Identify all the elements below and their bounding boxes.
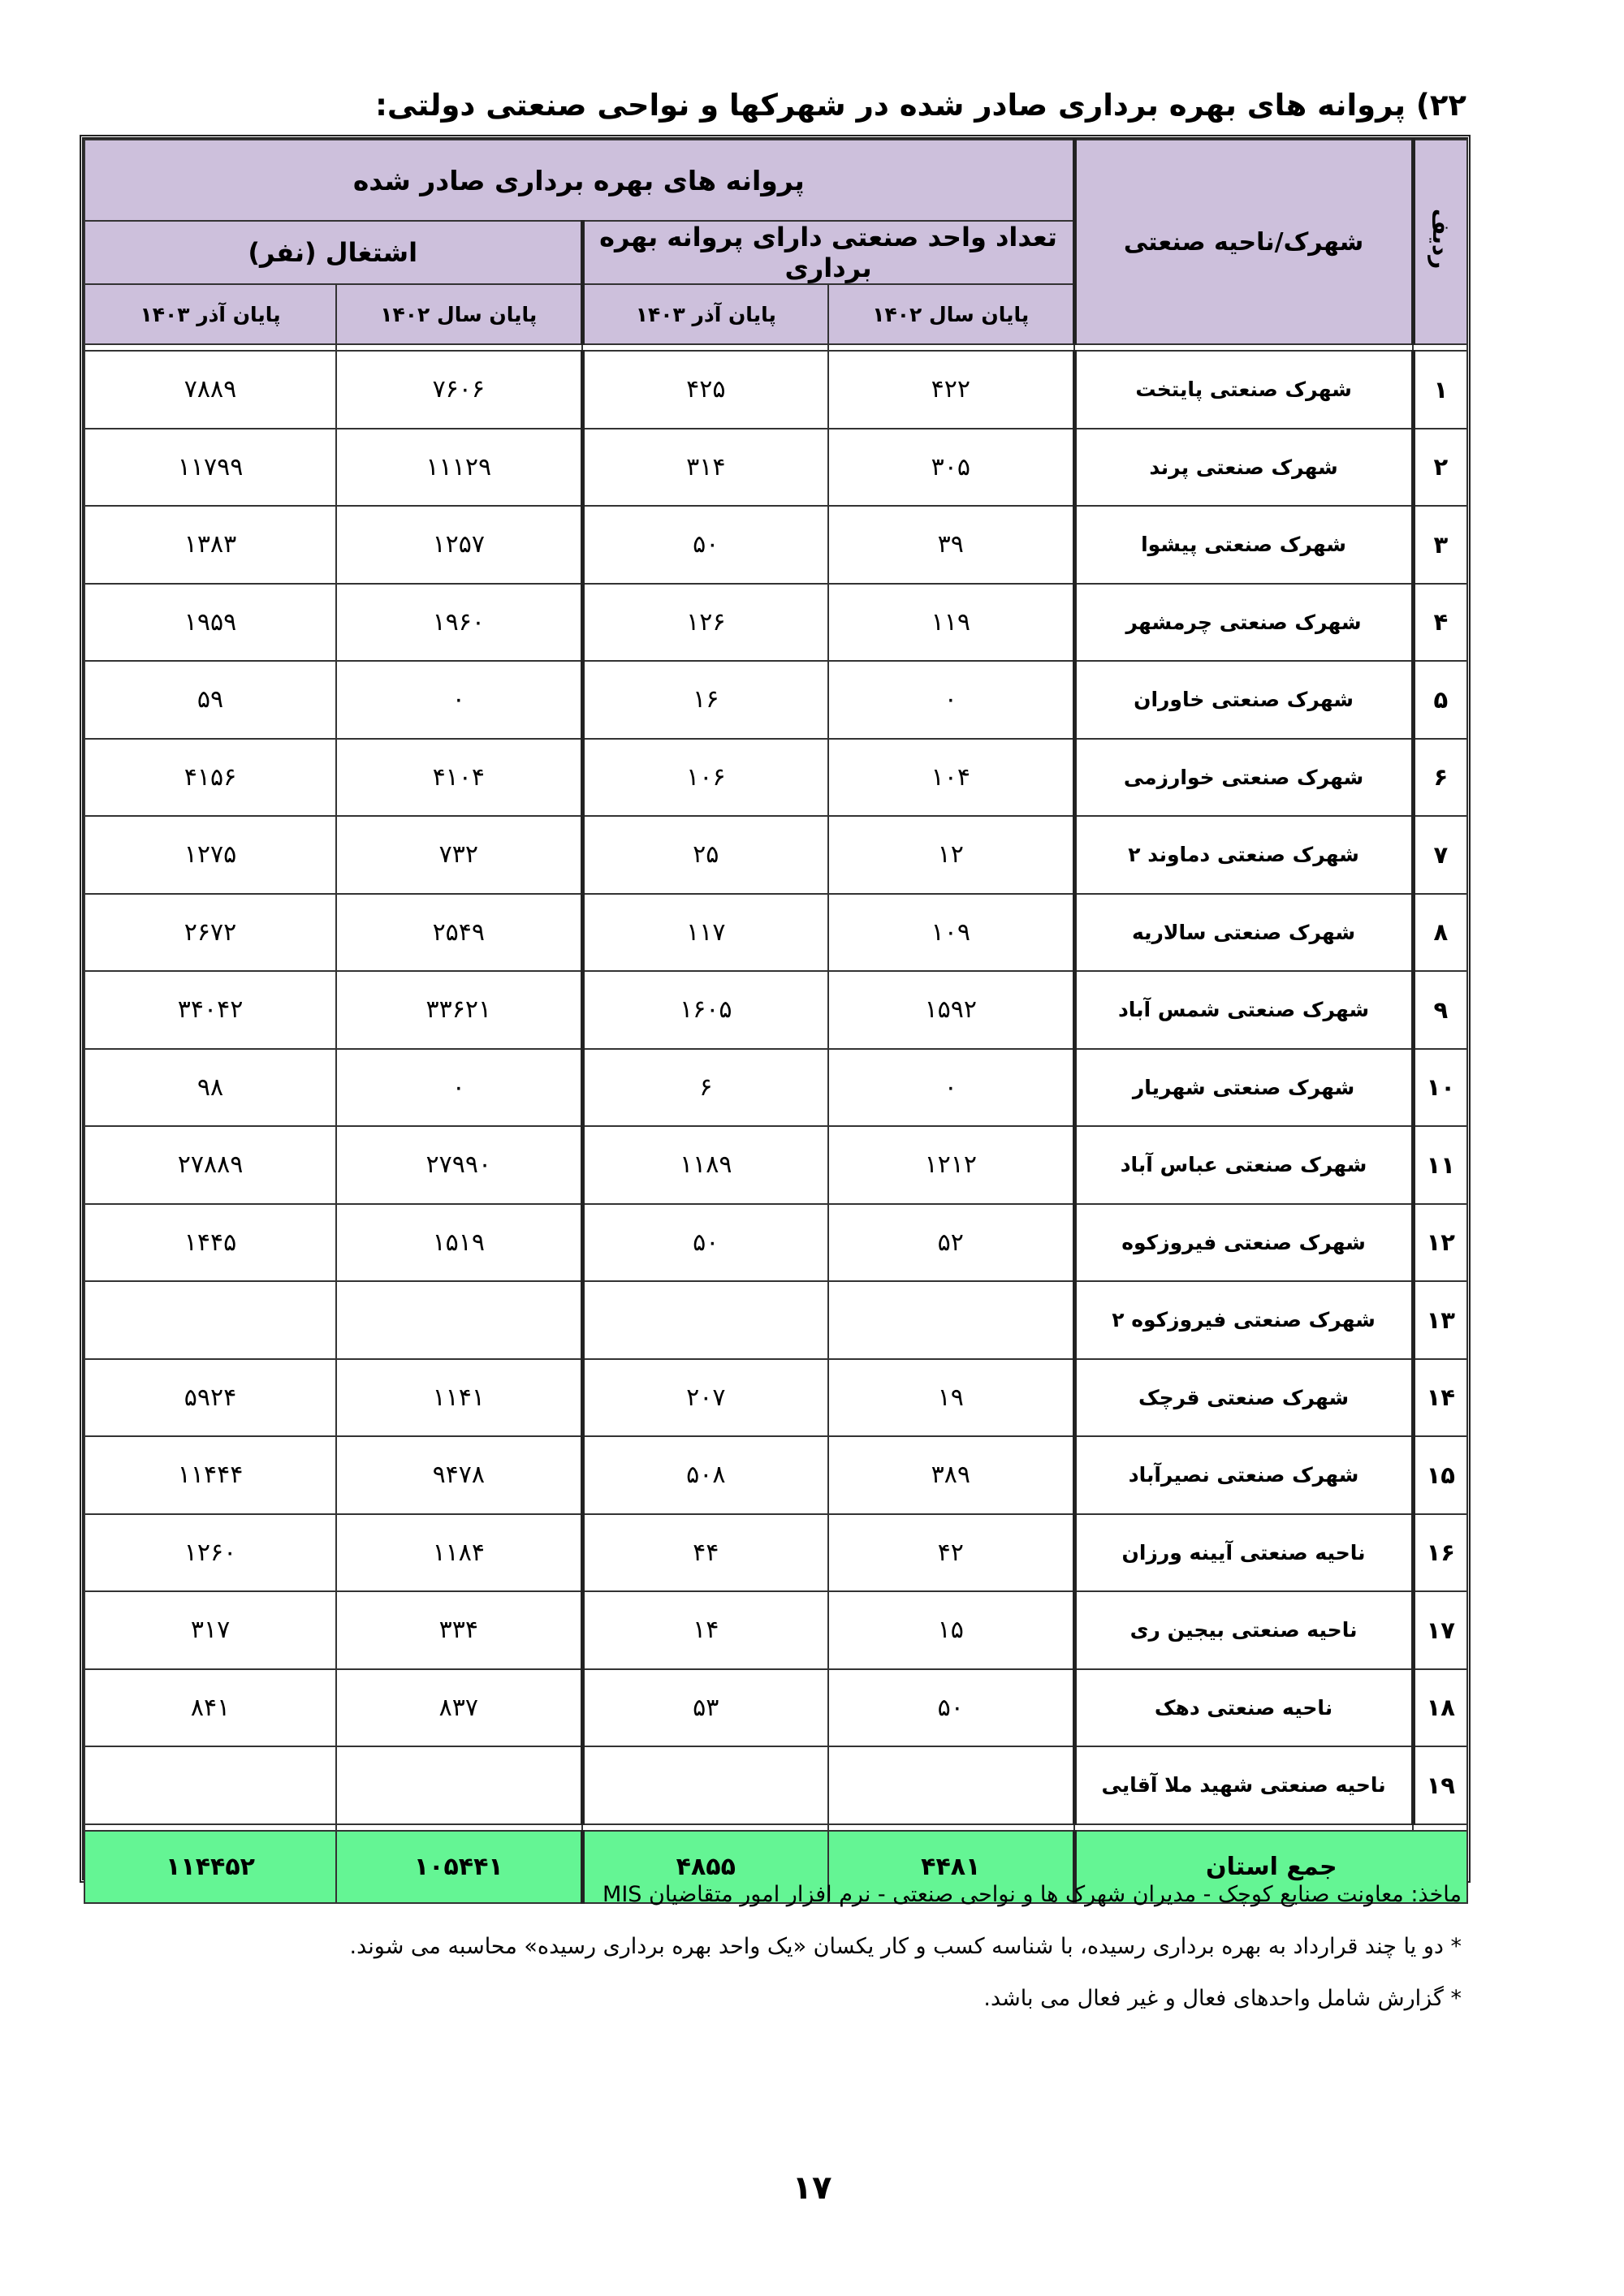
units-1402-cell: ۵۲ bbox=[828, 1204, 1074, 1282]
employment-1403-cell bbox=[84, 1281, 336, 1359]
units-1402-cell: ۱۰۴ bbox=[828, 739, 1074, 817]
employment-1403-cell: ۷۸۸۹ bbox=[84, 351, 336, 429]
row-number-cell: ۱۰ bbox=[1413, 1049, 1467, 1127]
units-1402-cell: ۴۲ bbox=[828, 1514, 1074, 1592]
city-name-cell: شهرک صنعتی نصیرآباد bbox=[1074, 1436, 1413, 1514]
employment-1402-cell: ۲۷۹۹۰ bbox=[336, 1126, 582, 1204]
row-number-cell: ۱۳ bbox=[1413, 1281, 1467, 1359]
employment-1402-cell: ۰ bbox=[336, 1049, 582, 1127]
table-row bbox=[84, 584, 1467, 662]
units-1402-cell: ۵۰ bbox=[828, 1669, 1074, 1747]
employment-1402-cell: ۱۱۸۴ bbox=[336, 1514, 582, 1592]
table-row bbox=[84, 816, 1467, 894]
employment-1402-cell: ۱۱۱۲۹ bbox=[336, 429, 582, 507]
employment-1403-cell: ۲۶۷۲ bbox=[84, 894, 336, 972]
total-employment-1402-cell: ۱۰۵۴۴۱ bbox=[336, 1831, 582, 1903]
employment-1402-cell: ۳۳۶۲۱ bbox=[336, 971, 582, 1049]
issued-licenses-header: پروانه های بهره برداری صادر شده bbox=[84, 140, 1074, 221]
city-name-cell: ناحیه صنعتی آیینه ورزان bbox=[1074, 1514, 1413, 1592]
units-1402-cell: ۳۸۹ bbox=[828, 1436, 1074, 1514]
city-name-cell: شهرک صنعتی دماوند ۲ bbox=[1074, 816, 1413, 894]
table-row bbox=[84, 351, 1467, 429]
row-number-cell: ۱۵ bbox=[1413, 1436, 1467, 1514]
units-1403-cell bbox=[582, 1281, 828, 1359]
page-title: ۲۲) پروانه های بهره برداری صادر شده در شهرکها و نواحی صنعتی دولتی: bbox=[375, 88, 1466, 123]
units-1403-cell: ۶ bbox=[582, 1049, 828, 1127]
units-group-header: تعداد واحد صنعتی دارای پروانه بهره برداری bbox=[582, 221, 1074, 284]
employment-1403-cell: ۱۱۷۹۹ bbox=[84, 429, 336, 507]
row-number-cell: ۸ bbox=[1413, 894, 1467, 972]
units-1403-cell: ۱۶ bbox=[582, 661, 828, 739]
units-1403-cell: ۱۱۷ bbox=[582, 894, 828, 972]
employment-1403-cell: ۱۱۴۴۴ bbox=[84, 1436, 336, 1514]
units-1402-cell: ۱۲۱۲ bbox=[828, 1126, 1074, 1204]
units-1403-cell: ۵۰ bbox=[582, 506, 828, 584]
employment-1403-cell: ۵۹ bbox=[84, 661, 336, 739]
units-1403-cell: ۴۴ bbox=[582, 1514, 828, 1592]
city-column-header: شهرک/ناحیه صنعتی bbox=[1074, 140, 1413, 344]
employment-1403-cell: ۳۱۷ bbox=[84, 1591, 336, 1669]
units-1403-cell: ۴۲۵ bbox=[582, 351, 828, 429]
table-row bbox=[84, 971, 1467, 1049]
employment-1403-cell: ۱۲۶۰ bbox=[84, 1514, 336, 1592]
table-row bbox=[84, 1746, 1467, 1824]
row-number-cell: ۶ bbox=[1413, 739, 1467, 817]
city-name-cell: ناحیه صنعتی دهک bbox=[1074, 1669, 1413, 1747]
table-row bbox=[84, 1669, 1467, 1747]
employment-1402-cell: ۱۵۱۹ bbox=[336, 1204, 582, 1282]
employment-1402-cell: ۷۶۰۶ bbox=[336, 351, 582, 429]
employment-1402-cell bbox=[336, 1746, 582, 1824]
units-1402-cell: ۱۱۹ bbox=[828, 584, 1074, 662]
footnote-1: * دو یا چند قرارداد به بهره برداری رسیده، با شناسه کسب و کار یکسان «یک واحد بهره برداری رسیده» محاسبه می شوند. bbox=[349, 1934, 1462, 1959]
footnote-2: * گزارش شامل واحدهای فعال و غیر فعال می باشد. bbox=[983, 1986, 1462, 2011]
city-name-cell: شهرک صنعتی پرند bbox=[1074, 429, 1413, 507]
table-frame bbox=[80, 135, 1471, 1883]
units-1403-cell: ۵۰ bbox=[582, 1204, 828, 1282]
units-1403-cell: ۱۲۶ bbox=[582, 584, 828, 662]
employment-1403-cell: ۲۷۸۸۹ bbox=[84, 1126, 336, 1204]
units-1402-cell: ۱۰۹ bbox=[828, 894, 1074, 972]
source-note: ماخذ: معاونت صنایع کوچک - مدیران شهرک ها و نواحی صنعتی - نرم افزار امور متقاضیان MIS bbox=[603, 1882, 1462, 1907]
employment-1403-cell: ۱۴۴۵ bbox=[84, 1204, 336, 1282]
city-name-cell: شهرک صنعتی سالاریه bbox=[1074, 894, 1413, 972]
table-row bbox=[84, 661, 1467, 739]
units-1403-cell: ۲۰۷ bbox=[582, 1359, 828, 1437]
row-number-cell: ۱۷ bbox=[1413, 1591, 1467, 1669]
employment-1402-cell: ۴۱۰۴ bbox=[336, 739, 582, 817]
city-name-cell: شهرک صنعتی پایتخت bbox=[1074, 351, 1413, 429]
employment-group-header: اشتغال (نفر) bbox=[84, 221, 582, 284]
units-1402-cell: ۱۵۹۲ bbox=[828, 971, 1074, 1049]
table-row bbox=[84, 1204, 1467, 1282]
employment-1403-cell: ۹۸ bbox=[84, 1049, 336, 1127]
row-number-cell: ۱۹ bbox=[1413, 1746, 1467, 1824]
employment-1402-cell: ۸۳۷ bbox=[336, 1669, 582, 1747]
employment-1403-cell: ۵۹۲۴ bbox=[84, 1359, 336, 1437]
city-name-cell: شهرک صنعتی عباس آباد bbox=[1074, 1126, 1413, 1204]
total-units-1402-cell: ۴۴۸۱ bbox=[828, 1831, 1074, 1903]
units-1403-cell bbox=[582, 1746, 828, 1824]
units-1403-header: پایان آذر ۱۴۰۳ bbox=[582, 284, 828, 344]
employment-1402-cell: ۳۳۴ bbox=[336, 1591, 582, 1669]
employment-1402-cell: ۷۳۲ bbox=[336, 816, 582, 894]
total-units-1403-cell: ۴۸۵۵ bbox=[582, 1831, 828, 1903]
row-number-cell: ۱۶ bbox=[1413, 1514, 1467, 1592]
units-1402-cell: ۱۲ bbox=[828, 816, 1074, 894]
units-1403-cell: ۱۰۶ bbox=[582, 739, 828, 817]
row-number-cell: ۱۴ bbox=[1413, 1359, 1467, 1437]
city-name-cell: شهرک صنعتی شهریار bbox=[1074, 1049, 1413, 1127]
units-1402-cell bbox=[828, 1746, 1074, 1824]
employment-1403-cell: ۸۴۱ bbox=[84, 1669, 336, 1747]
employment-1403-cell: ۱۳۸۳ bbox=[84, 506, 336, 584]
row-number-cell: ۳ bbox=[1413, 506, 1467, 584]
table-row bbox=[84, 1514, 1467, 1592]
units-1402-cell bbox=[828, 1281, 1074, 1359]
employment-1402-cell: ۲۵۴۹ bbox=[336, 894, 582, 972]
employment-1403-cell bbox=[84, 1746, 336, 1824]
table-row bbox=[84, 739, 1467, 817]
row-number-cell: ۱ bbox=[1413, 351, 1467, 429]
city-name-cell: شهرک صنعتی پیشوا bbox=[1074, 506, 1413, 584]
table-row bbox=[84, 1591, 1467, 1669]
units-1403-cell: ۱۴ bbox=[582, 1591, 828, 1669]
city-name-cell: شهرک صنعتی خاوران bbox=[1074, 661, 1413, 739]
employment-1402-cell: ۱۱۴۱ bbox=[336, 1359, 582, 1437]
employment-1402-header: پایان سال ۱۴۰۲ bbox=[336, 284, 582, 344]
city-name-cell: شهرک صنعتی فیروزکوه bbox=[1074, 1204, 1413, 1282]
row-number-cell: ۴ bbox=[1413, 584, 1467, 662]
employment-1402-cell: ۱۹۶۰ bbox=[336, 584, 582, 662]
city-name-cell: شهرک صنعتی فیروزکوه ۲ bbox=[1074, 1281, 1413, 1359]
employment-1402-cell: ۰ bbox=[336, 661, 582, 739]
city-name-cell: شهرک صنعتی قرچک bbox=[1074, 1359, 1413, 1437]
units-1402-cell: ۰ bbox=[828, 661, 1074, 739]
units-1403-cell: ۱۱۸۹ bbox=[582, 1126, 828, 1204]
employment-1402-cell bbox=[336, 1281, 582, 1359]
total-employment-1403-cell: ۱۱۴۴۵۲ bbox=[84, 1831, 336, 1903]
employment-1403-cell: ۳۴۰۴۲ bbox=[84, 971, 336, 1049]
table-row bbox=[84, 429, 1467, 507]
licenses-table bbox=[84, 139, 1468, 1904]
employment-1402-cell: ۹۴۷۸ bbox=[336, 1436, 582, 1514]
units-1402-header: پایان سال ۱۴۰۲ bbox=[828, 284, 1074, 344]
units-1402-cell: ۱۹ bbox=[828, 1359, 1074, 1437]
total-label-cell: جمع استان bbox=[1074, 1831, 1467, 1903]
city-name-cell: ناحیه صنعتی شهید ملا آقایی bbox=[1074, 1746, 1413, 1824]
row-number-cell: ۷ bbox=[1413, 816, 1467, 894]
row-number-cell: ۵ bbox=[1413, 661, 1467, 739]
units-1402-cell: ۰ bbox=[828, 1049, 1074, 1127]
table-row bbox=[84, 894, 1467, 972]
row-number-cell: ۹ bbox=[1413, 971, 1467, 1049]
employment-1403-cell: ۴۱۵۶ bbox=[84, 739, 336, 817]
row-number-cell: ۱۲ bbox=[1413, 1204, 1467, 1282]
city-name-cell: ناحیه صنعتی بیجین ری bbox=[1074, 1591, 1413, 1669]
table-row bbox=[84, 1436, 1467, 1514]
city-name-cell: شهرک صنعتی چرمشهر bbox=[1074, 584, 1413, 662]
employment-1402-cell: ۱۲۵۷ bbox=[336, 506, 582, 584]
page-number: ۱۷ bbox=[792, 2169, 832, 2207]
employment-1403-cell: ۱۲۷۵ bbox=[84, 816, 336, 894]
units-1403-cell: ۳۱۴ bbox=[582, 429, 828, 507]
employment-1403-cell: ۱۹۵۹ bbox=[84, 584, 336, 662]
units-1402-cell: ۳۰۵ bbox=[828, 429, 1074, 507]
row-number-cell: ۱۸ bbox=[1413, 1669, 1467, 1747]
units-1402-cell: ۴۲۲ bbox=[828, 351, 1074, 429]
table-row bbox=[84, 1126, 1467, 1204]
units-1403-cell: ۱۶۰۵ bbox=[582, 971, 828, 1049]
row-number-header: ردیف bbox=[1413, 140, 1467, 344]
table-row bbox=[84, 506, 1467, 584]
table-row bbox=[84, 1359, 1467, 1437]
employment-1403-header: پایان آذر ۱۴۰۳ bbox=[84, 284, 336, 344]
city-name-cell: شهرک صنعتی شمس آباد bbox=[1074, 971, 1413, 1049]
city-name-cell: شهرک صنعتی خوارزمی bbox=[1074, 739, 1413, 817]
units-1403-cell: ۲۵ bbox=[582, 816, 828, 894]
units-1402-cell: ۳۹ bbox=[828, 506, 1074, 584]
units-1402-cell: ۱۵ bbox=[828, 1591, 1074, 1669]
table-row bbox=[84, 1049, 1467, 1127]
table-row bbox=[84, 1281, 1467, 1359]
row-number-cell: ۲ bbox=[1413, 429, 1467, 507]
units-1403-cell: ۵۳ bbox=[582, 1669, 828, 1747]
units-1403-cell: ۵۰۸ bbox=[582, 1436, 828, 1514]
row-number-cell: ۱۱ bbox=[1413, 1126, 1467, 1204]
